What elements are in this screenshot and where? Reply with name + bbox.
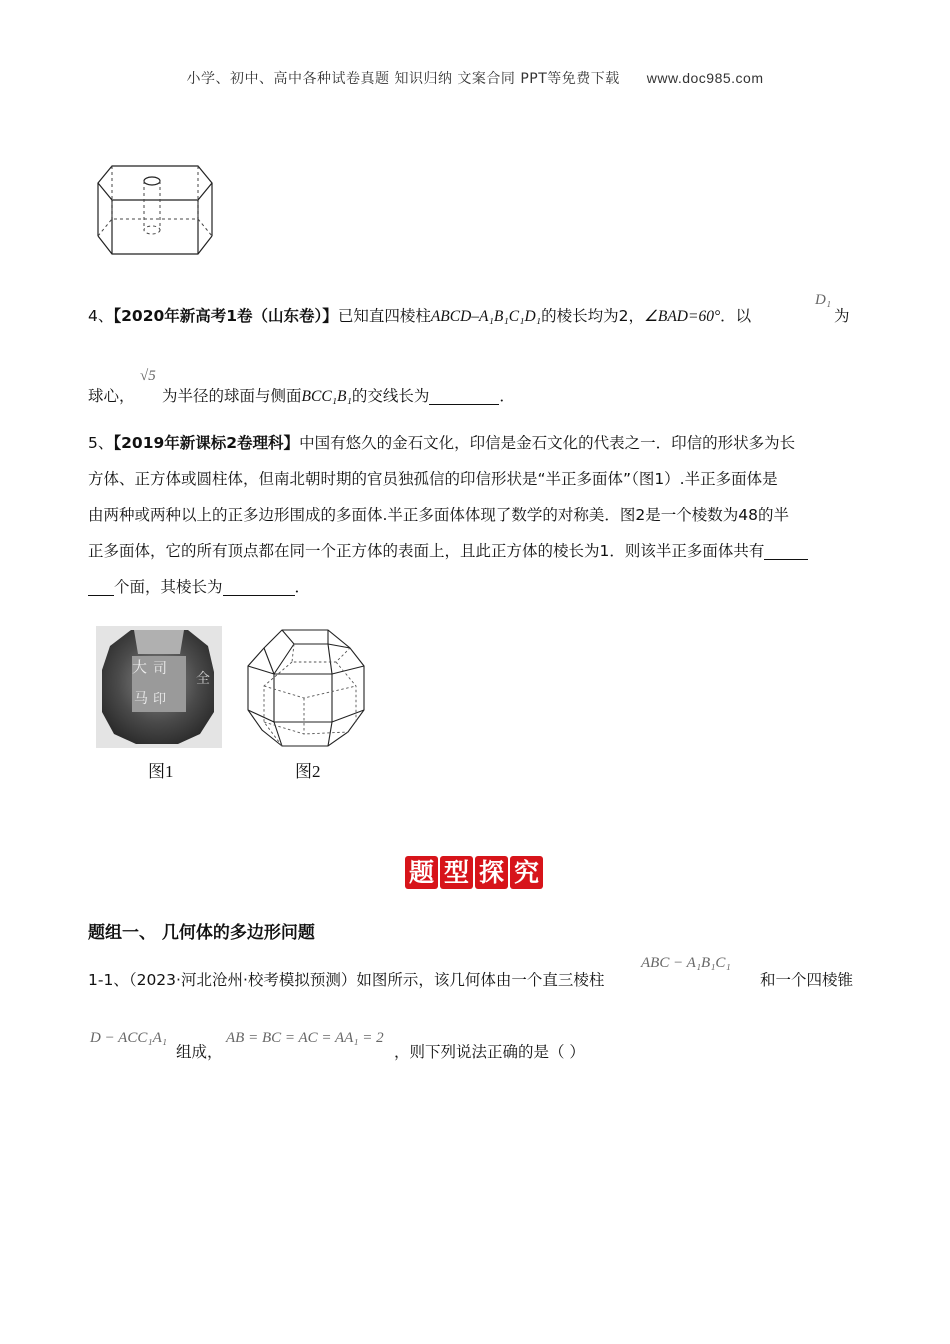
q4-face: BCC₁B₁: [301, 388, 352, 405]
q5-line5-text: 个面，其棱长为: [114, 578, 223, 596]
header-url[interactable]: www.doc985.com: [646, 70, 764, 86]
q5-answer-blank-1b[interactable]: [88, 577, 114, 596]
banner-char-3: 探: [475, 856, 508, 889]
q4-number: 4、: [88, 307, 114, 325]
q11-text1: 如图所示，该几何体由一个直三棱柱: [356, 971, 605, 989]
q11-equation: AB = BC = AC = AA₁ = 2: [226, 1030, 384, 1046]
q4-center-label: D₁: [815, 292, 832, 308]
q4-line2-a: 球心，: [88, 387, 135, 405]
q5-answer-blank-1a[interactable]: [764, 541, 808, 560]
polyhedron-figure: [244, 626, 368, 750]
q11-number: 1-1、: [88, 971, 129, 989]
q4-text4: 为: [834, 307, 850, 325]
q5-line4: [88, 533, 878, 569]
banner-char-2: 型: [440, 856, 473, 889]
seal-char-3: 马: [134, 691, 148, 707]
q5-line5: [88, 569, 878, 605]
page-header: [0, 68, 950, 88]
q5-number: 5、: [88, 434, 114, 452]
question-1-1: [88, 962, 604, 998]
q11-source: （2023·河北沧州·校考模拟预测）: [128, 971, 357, 989]
q4-text1: 已知直四棱柱: [337, 307, 431, 325]
q5-line1-text: 中国有悠久的金石文化，印信是金石文化的代表之一．印信的形状多为长: [299, 434, 796, 452]
q11-pyramid: D − ACC₁A₁: [90, 1030, 167, 1046]
q5-line3: 由两种或两种以上的正多边形围成的多面体.半正多面体体现了数学的对称美．图2是一个棱数为48的半: [88, 506, 790, 524]
q11-text4: ，则下列说法正确的是（ ）: [394, 1043, 585, 1061]
q4-prism: ABCD–A₁B₁C₁D₁: [430, 308, 542, 325]
q4-text2: 的棱长均为2，: [541, 307, 644, 325]
group1-title: 题组一、 几何体的多边形问题: [88, 923, 315, 943]
question-5: [88, 425, 878, 605]
question-4: [88, 298, 868, 335]
seal-char-1: 大: [132, 658, 148, 676]
q4-tag: 【2020年新高考1卷（山东卷）】: [113, 307, 338, 325]
q4-line2-b: 为半径的球面与侧面: [162, 387, 302, 405]
q4-line2-c: 的交线长为: [351, 387, 430, 405]
q5-line1: [88, 425, 878, 461]
q4-line2-rest: [162, 378, 515, 415]
q4-answer-blank[interactable]: [429, 386, 499, 405]
seal-char-4: 印: [153, 692, 167, 707]
q11-text2: 和一个四棱锥: [760, 971, 854, 989]
banner-char-1: 题: [405, 856, 438, 889]
fig2-caption: 图2: [295, 762, 321, 781]
q4-text3: ．以: [720, 307, 752, 325]
q11-text3: 组成，: [176, 1043, 223, 1061]
q5-line4-text: 正多面体，它的所有顶点都在同一个正方体的表面上，且此正方体的棱长为1．则该半正多面体共有: [88, 542, 765, 560]
banner-char-4: 究: [510, 856, 543, 889]
q5-line2: 方体、正方体或圆柱体，但南北朝时期的官员独孤信的印信形状是“半正多面体”（图1）.半正多面体是: [88, 470, 778, 488]
hexagonal-prism-figure: [92, 160, 222, 260]
header-site-text: 小学、初中、高中各种试卷真题 知识归纳 文案合同 PPT等免费下载: [186, 71, 620, 87]
q4-angle: ∠BAD=60°: [643, 308, 721, 325]
q4-radius: √5: [140, 368, 156, 384]
seal-char-2: 司: [153, 661, 167, 677]
q4-line2-end: ．: [499, 387, 515, 405]
q11-prism: ABC − A₁B₁C₁: [641, 955, 731, 971]
q5-tag: 【2019年新课标2卷理科】: [113, 434, 300, 452]
seal-char-5: 全: [196, 671, 210, 687]
fig1-caption: 图1: [148, 762, 174, 781]
q5-line5-end: ．: [294, 578, 311, 596]
section-banner: [405, 856, 545, 889]
q5-answer-blank-2[interactable]: [223, 577, 295, 596]
